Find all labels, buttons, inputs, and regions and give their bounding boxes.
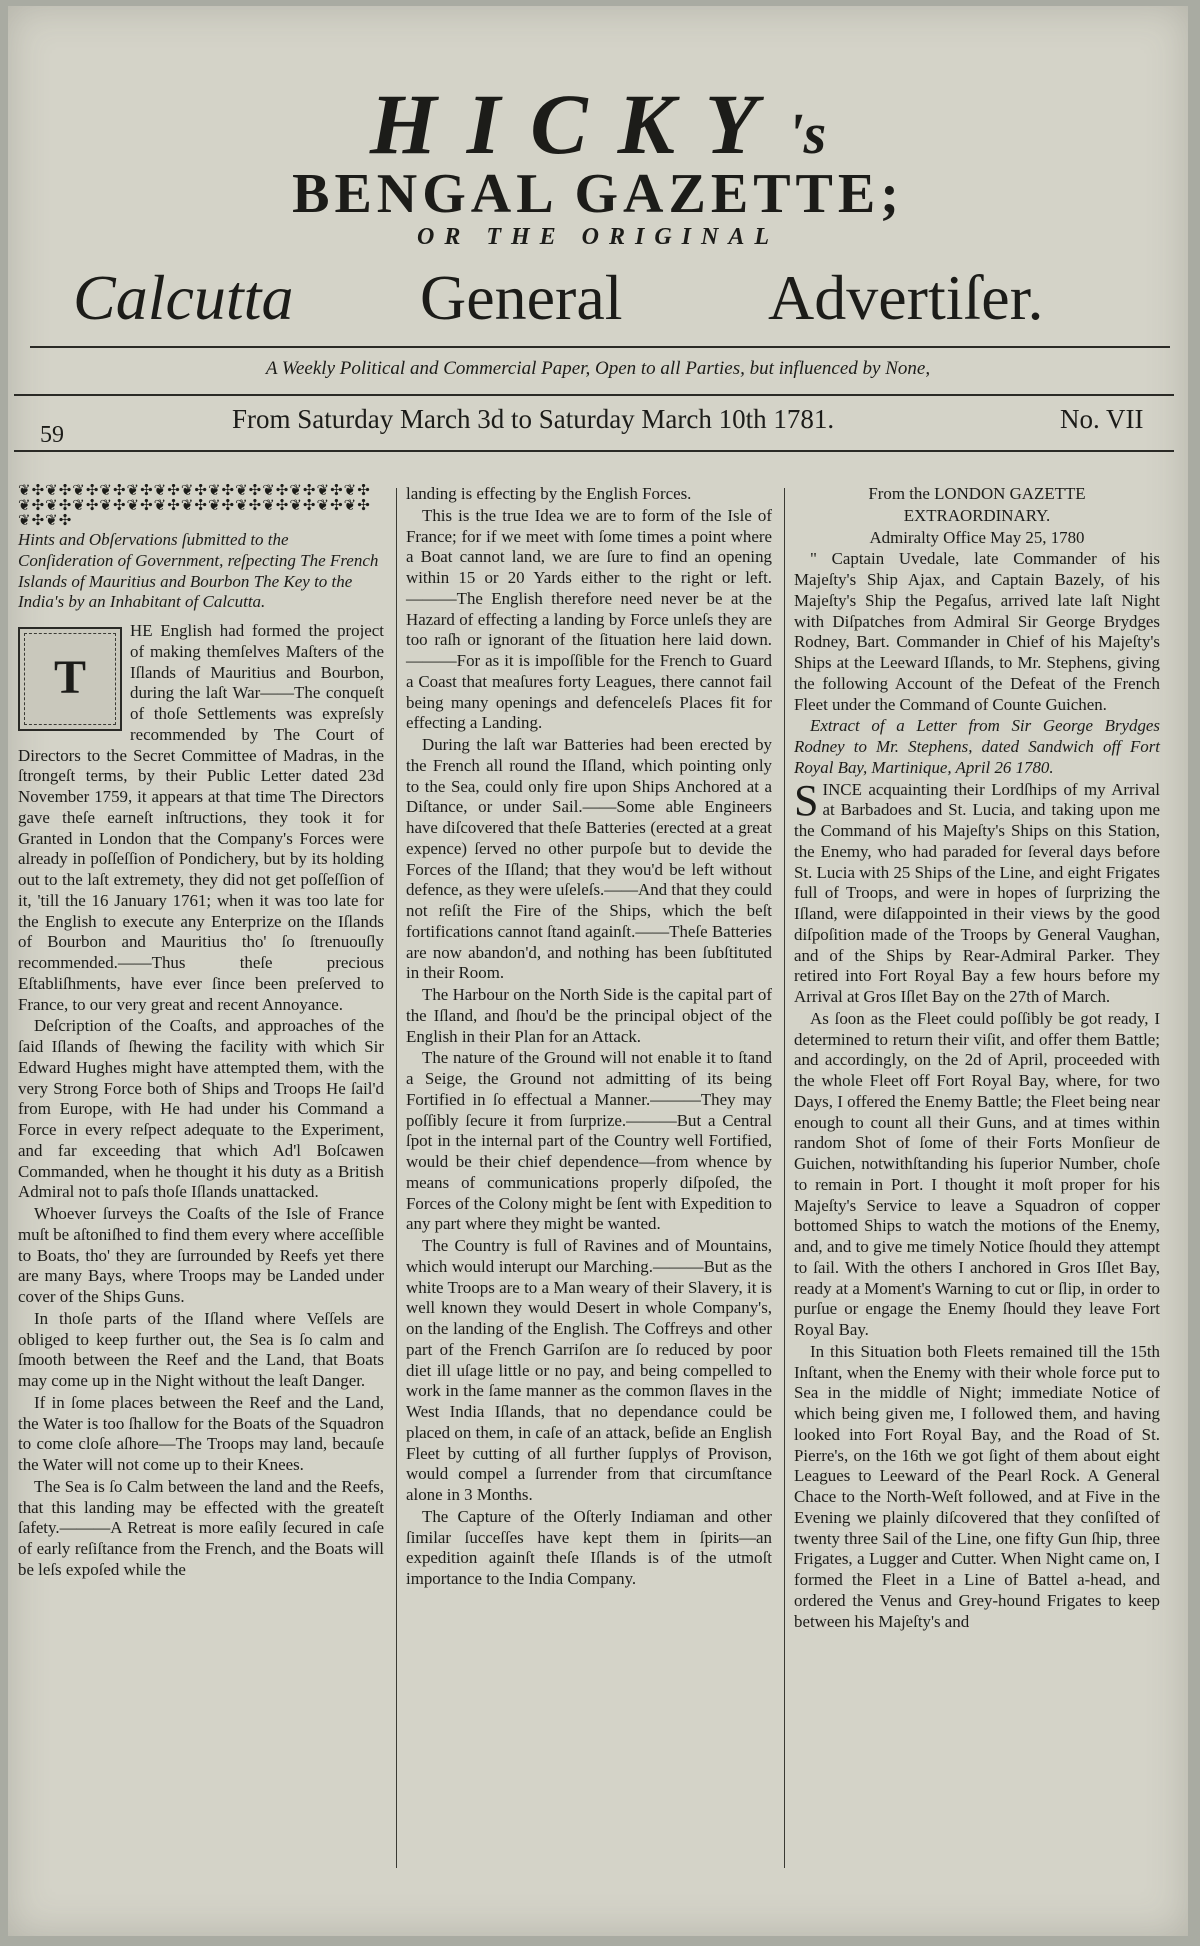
masthead-hicky-text: HICKY [369, 76, 788, 172]
column-1 [18, 484, 384, 1582]
article-paragraph: If in ſome places between the Reef and the Land, the Water is too ſhallow for the Boats of the Squadron to come cloſe aſhore—The Troops may land, becauſe the Water will not come up to their Knees. [18, 1392, 384, 1474]
newspaper-page [8, 6, 1188, 1936]
article-paragraph: The Harbour on the North Side is the capital part of the Iſland, and ſhou'd be the principal object of the English in their Plan for an Attack. [406, 985, 772, 1046]
dispatch-intro: " Captain Uvedale, late Commander of his Majeſty's Ship Ajax, and Captain Bazely, of his Majeſty's Ship the Pegaſus, arrived late laſt Night with Diſpatches from Admiral Sir George Brydges Rodney, Bart. Commander in Chief of his Majeſty's Ships at the Leeward Iſlands, to Mr. Stephens, giving the following Account of the Defeat of the French Fleet under the Command of Counte Guichen. [794, 549, 1160, 714]
office-date: Admiralty Office May 25, 1780 [869, 527, 1085, 547]
column-rule-2 [784, 488, 785, 1868]
article-paragraph: During the laſt war Batteries had been erected by the French all round the Iſland, which pointing only to the Sea, could only fire upon Ships Anchored at a Diſtance, or under Sail.——Some able Engineers have diſcovered that theſe Batteries (erected at a great expence) ſerved no other purpoſe but to devide the Forces of the Iſland; that they wou'd be left without defence, as they were uſeleſs.——And that they could not reſiſt the Fire of the Ships, which the beſt fortifications cannot ſtand againſt.——Theſe Batteries are now abandon'd, and nothing has been ſubſtituted in their Room. [406, 735, 772, 983]
letter-paragraph-text: INCE acquainting their Lordſhips of my Arrival at Barbadoes and St. Lucia, and taking upon me the Command of his Majeſty's Ships on this Station, the Enemy, who had paraded for ſeveral days before St. Lucia with 25 Ships of the Line, and eight Frigates full of Troops, and were in hopes of ſurprizing the Iſland, were diſappointed in their views by the good diſpoſition made of the Troops by General Vaughan, and of the Ships by Rear-Admiral Parker. They retired into Fort Royal Bay a few hours before my Arrival at Gros Iſlet Bay on the 27th of March. [794, 779, 1160, 1006]
masthead [8, 6, 1188, 476]
article-paragraph: The Capture of the Oſterly Indiaman and other ſimilar ſucceſſes have kept them in ſpirits—an expedition againſt theſe Iſlands is of the utmoſt importance to the India Company. [406, 1506, 772, 1588]
masthead-or-the-original: OR THE ORIGINAL [416, 224, 780, 250]
dateline: From Saturday March 3d to Saturday March 10th 1781. [232, 404, 835, 434]
column-2 [406, 484, 772, 1591]
article-paragraph: This is the true Idea we are to form of the Isle of France; for if we meet with ſome times a point where a Boat cannot land, we are ſure to find an opening within 15 or 20 Yards either to the right or left.———The English therefore need never be at the Hazard of effecting a landing by Force unleſs they are too raſh or ignorant of the ſituation here laid down.———For as it is impoſſible for the French to Guard a Coast that meaſures forty Leagues, there cannot fail being many openings and defenceleſs Places fit for effecting a Landing. [406, 505, 772, 733]
article-paragraph: Whoever ſurveys the Coaſts of the Isle of France muſt be aſtoniſhed to find them every where acceſſible to Boats, tho' they are ſurrounded by Reefs yet there are many Bays, where Troops may be Landed under cover of the Ships Guns. [18, 1204, 384, 1306]
letter-paragraph: As ſoon as the Fleet could poſſibly be got ready, I determined to return their viſit, and offer them Battle; and accordingly, on the 2d of April, proceeded with the whole Fleet off Fort Royal Bay, where, for two Days, I offered the Enemy Battle; the Fleet being near enough to count all their Guns, and at times within random Shot of ſome of their Forts Monſieur de Guichen, notwithſtanding his ſuperior Number, choſe to remain in Port. I thought it moſt proper for his Majeſty's Service to leave a Squadron of copper bottomed Ships to watch the motions of the Enemy, and, and to give me timely Notice ſhould they attempt to ſail. With the others I anchored in Gros Iſlet Bay, ready at a Moment's Warning to cut or ſlip, in order to purſue or engage the Enemy ſhould they leave Fort Royal Bay. [794, 1008, 1160, 1339]
source-line: From the LONDON GAZETTE [868, 484, 1086, 503]
article-paragraph: Deſcription of the Coaſts, and approaches of the ſaid Iſlands of ſhewing the facility with which Sir Edward Hughes might have attempted them, with the very Strong Force both of Ships and Troops He ſail'd from Europe, with He had under his Command a Force in every reſpect adequate to the Experiment, and far exceeding that which Ad'l Boſcawen Commanded, when he thought it his duty as a British Admiral not to paſs thoſe Iſlands unattacked. [18, 1016, 384, 1202]
masthead-tagline: A Weekly Political and Commercial Paper, Open to all Parties, but influenced by None, [265, 358, 931, 379]
drop-cap-letter: T [53, 651, 86, 704]
masthead-rule-lower [14, 450, 1174, 452]
letter-extract-heading: Extract of a Letter from Sir George Brydges Rodney to Mr. Stephens, dated Sandwich off Fort Royal Bay, Martinique, April 26 1780. [794, 716, 1160, 777]
column-rule-1 [396, 488, 397, 1868]
masthead-hicky [8, 74, 1188, 174]
masthead-rule-upper [30, 346, 1170, 348]
letter-paragraph [794, 775, 1160, 1008]
article-heading: Hints and Obſervations ſubmitted to the Conſideration of Government, reſpecting The French Islands of Mauritius and Bourbon The Key to the India's by an Inhabitant of Calcutta. [18, 530, 379, 612]
article-paragraph: The Sea is ſo Calm between the land and the Reefs, that this landing may be effected with the greateſt ſafety.———A Retreat is more eaſily ſecured in caſe of early reſiſtance from the French, and the Boats will be leſs expoſed while the [18, 1476, 384, 1579]
drop-cap-ornament [18, 627, 122, 731]
article-paragraph: The Country is full of Ravines and of Mountains, which would interupt our Marching.———But as the white Troops are to a Man weary of their Slavery, it is well known they would Desert in whole Company's, on the landing of the English. The Coffreys and other part of the French Garriſon are ſo reduced by poor diet ill uſage little or no pay, and being compelled to work in the ſame manner as the common ſlaves in the West India Iſlands, that no dependance could be placed on them, in caſe of an attack, beſide an English Fleet by cutting of all further ſupplys of Provison, would compel a ſurrender from that circumſtance alone in 3 Months. [406, 1236, 772, 1504]
article-paragraph: The nature of the Ground will not enable it to ſtand a Seige, the Ground not admitting of its being Fortified in ſo effectual a Manner.———They may poſſibly ſecure it from ſurprize.———But a Central ſpot in the internal part of the Country well Fortified, would be their chief dependence—from whence by means of communications properly diſpoſed, the Forces of the Colony might be ſent with Expedition to any part where they might be wanted. [406, 1048, 772, 1234]
source-line-extraordinary: EXTRAORDINARY. [903, 505, 1051, 525]
page-number: 59 [40, 422, 64, 448]
masthead-advertiser: Advertiſer. [768, 262, 1044, 333]
letter-initial: S [794, 775, 819, 825]
issue-number: No. VII [1060, 404, 1144, 434]
article-paragraph: HE English had formed the project of making themſelves Maſters of the Iſlands of Mauritius and Bourbon, during the laſt War——The conqueſt of thoſe Settlements was expreſsly recommended by The Court of Directors to the Secret Committee of Madras, in the ſtrongeſt terms, by their Public Letter dated 23d November 1759, it appears at that time The Directors gave theſe earneſt inſtructions, they took it for Granted in London that the Company's Forces were already in poſſeſſion of Pondichery, but by its holding out to the laſt extremety, they did not get poſſeſſion of it, 'till the 16 January 1761; when it was too late for the English to execute any Enterprize on the Iſlands of Bourbon and Mauritius tho' ſo ſtrenuouſly recommended.——Thus theſe precious Eſtabliſhments, have ever ſince been preſerved to France, to our very great and recent Annoyance. [18, 621, 384, 1014]
letter-paragraph: In this Situation both Fleets remained till the 15th Inſtant, when the Enemy with their whole force put to Sea in the middle of Night; immediate Notice of which being given me, I followed them, and having looked into Fort Royal Bay, and the Road of St. Pierre's, on the 16th we got ſight of them about eight Leagues to Leeward of the Pearl Rock. A General Chace to the North-Weſt followed, and at Five in the Evening we plainly diſcovered that they conſiſted of twenty three Sail of the Line, one fifty Gun ſhip, three Frigates, a Lugger and Cutter. When Night came on, I formed the Fleet in a Line of Battel a-head, and ordered the Venus and Grey-hound Frigates to keep between his Majeſty's and [794, 1341, 1160, 1631]
article-paragraph: In thoſe parts of the Iſland where Veſſels are obliged to keep further out, the Sea is ſo calm and ſmooth between the Reef and the Land, that Boats may come up in the Night without the leaſt Danger. [18, 1308, 384, 1390]
masthead-hicky-suffix: 's [787, 101, 827, 166]
column-3 [794, 484, 1160, 1633]
masthead-rule-middle [14, 394, 1174, 396]
article-paragraph: landing is effecting by the English Forces. [406, 484, 692, 503]
masthead-bengal-gazette: BENGAL GAZETTE; [292, 163, 904, 225]
masthead-general: General [420, 262, 623, 333]
ornamental-flourish: ❦✣❦✣❦✣❦✣❦✣❦✣❦✣❦✣❦✣❦✣❦✣❦✣❦✣❦✣❦✣❦✣❦✣❦✣❦✣❦✣❦✣❦✣❦✣❦✣❦✣❦✣❦✣❦✣ [18, 484, 371, 529]
masthead-calcutta: Calcutta [73, 262, 294, 333]
